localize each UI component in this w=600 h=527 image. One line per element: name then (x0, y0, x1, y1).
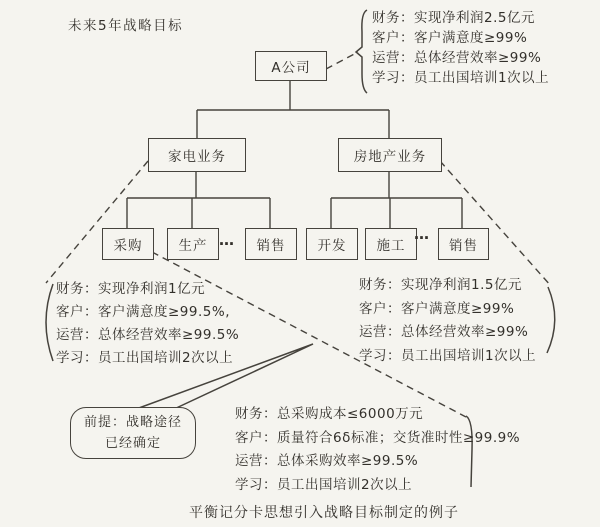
annotation-line: 运营：总体经营效率≥99% (372, 50, 542, 66)
unit-box-development: 开发 (306, 228, 358, 260)
appliance-annotation-link (46, 161, 148, 283)
realestate-annotation-link (440, 161, 551, 286)
annotation-line: 学习：员工出国培训2次以上 (235, 476, 413, 493)
annotation-line: 财务：实现净利润1.5亿元 (359, 277, 522, 293)
annotation-line: 运营：总体经营效率≥99% (359, 324, 529, 340)
root-to-divisions-connector (197, 79, 389, 138)
realestate-division-box: 房地产业务 (338, 138, 442, 172)
annotation-line: 学习：员工出国培训1次以上 (372, 70, 550, 86)
company-annotation-link (326, 52, 358, 69)
annotation-line: 运营：总体采购效率≥99.5% (235, 453, 419, 469)
annotation-line: 运营：总体经营效率≥99.5% (56, 327, 240, 343)
realestate-bracket (547, 287, 555, 353)
ellipsis-right-units: … (414, 225, 430, 243)
annotation-line: 客户：客户满意度≥99% (372, 30, 528, 46)
annotation-line: 客户：客户满意度≥99.5%, (56, 304, 230, 320)
diagram-caption: 平衡记分卡思想引入战略目标制定的例子 (189, 505, 459, 521)
appliance-bracket (46, 284, 53, 361)
premise-bubble-line2: 已经确定 (104, 436, 161, 451)
future-goals-label: 未来5年战略目标 (68, 18, 184, 34)
unit-box-construction: 施工 (365, 228, 417, 260)
annotation-procurement (235, 403, 520, 497)
annotation-line: 学习：员工出国培训1次以上 (359, 347, 537, 364)
unit-box-sales-right: 销售 (438, 228, 489, 260)
annotation-appliance (56, 278, 239, 370)
annotation-line: 客户：客户满意度≥99% (359, 300, 515, 317)
ellipsis-left-units: … (219, 231, 235, 249)
unit-box-sales-left: 销售 (245, 228, 297, 260)
unit-box-procurement: 采购 (102, 228, 154, 260)
company-bracket (356, 10, 367, 93)
annotation-line: 客户：质量符合6δ标准；交货准时性≥99.9% (235, 429, 521, 446)
right-division-to-units-connector (331, 170, 462, 228)
premise-bubble-line1: 前提：战略途径 (83, 415, 182, 430)
annotation-realestate (359, 274, 536, 368)
left-division-to-units-connector (127, 170, 270, 228)
annotation-line: 财务：实现净利润2.5亿元 (372, 10, 535, 26)
annotation-line: 财务：总采购成本≤6000万元 (235, 406, 424, 422)
appliance-division-box: 家电业务 (148, 138, 246, 172)
annotation-line: 学习：员工出国培训2次以上 (56, 350, 234, 366)
company-node-box: A公司 (255, 51, 327, 81)
unit-box-production: 生产 (167, 228, 219, 260)
annotation-line: 财务：实现净利润1亿元 (56, 281, 206, 297)
annotation-company (372, 8, 549, 88)
premise-bubble (70, 407, 196, 459)
